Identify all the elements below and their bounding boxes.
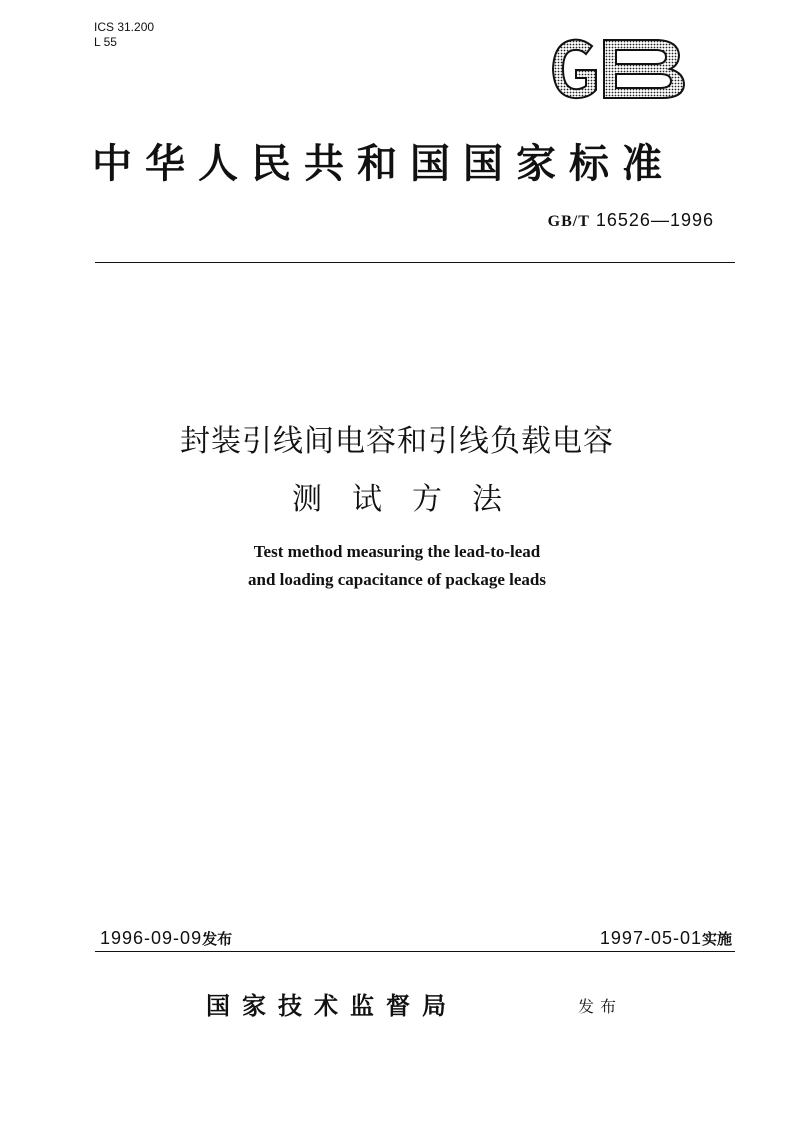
letter-b-shape	[604, 40, 684, 98]
publish-label: 发布	[578, 997, 623, 1016]
implementation-date-value: 1997-05-01	[599, 928, 702, 948]
standard-type-heading: 中华人民共和国国家标准	[92, 141, 675, 187]
issue-date	[100, 928, 232, 949]
title-chinese-line1: 封装引线间电容和引线负载电容	[180, 424, 614, 459]
letter-g-shape	[553, 40, 596, 99]
ccs-code: L 55	[94, 35, 117, 49]
title-english-line2: and loading capacitance of package leads	[248, 570, 546, 589]
bottom-divider	[95, 951, 735, 952]
standard-number	[548, 210, 714, 231]
implementation-date-label: 实施	[701, 930, 732, 948]
classification-codes	[94, 20, 154, 50]
title-chinese-line2: 测试方法	[292, 482, 532, 517]
gb-logo-graphic	[548, 34, 690, 104]
standard-code: 16526—1996	[595, 210, 714, 230]
top-divider	[95, 262, 735, 263]
issue-date-value: 1996-09-09	[100, 928, 203, 948]
ics-code: ICS 31.200	[94, 20, 155, 34]
gb-logo	[548, 34, 690, 104]
issue-date-label: 发布	[202, 930, 233, 948]
title-english-line1: Test method measuring the lead-to-lead	[253, 542, 541, 561]
standard-prefix: GB/T	[547, 213, 590, 230]
publisher-name: 国家技术监督局	[206, 991, 458, 1020]
implementation-date	[600, 928, 732, 949]
